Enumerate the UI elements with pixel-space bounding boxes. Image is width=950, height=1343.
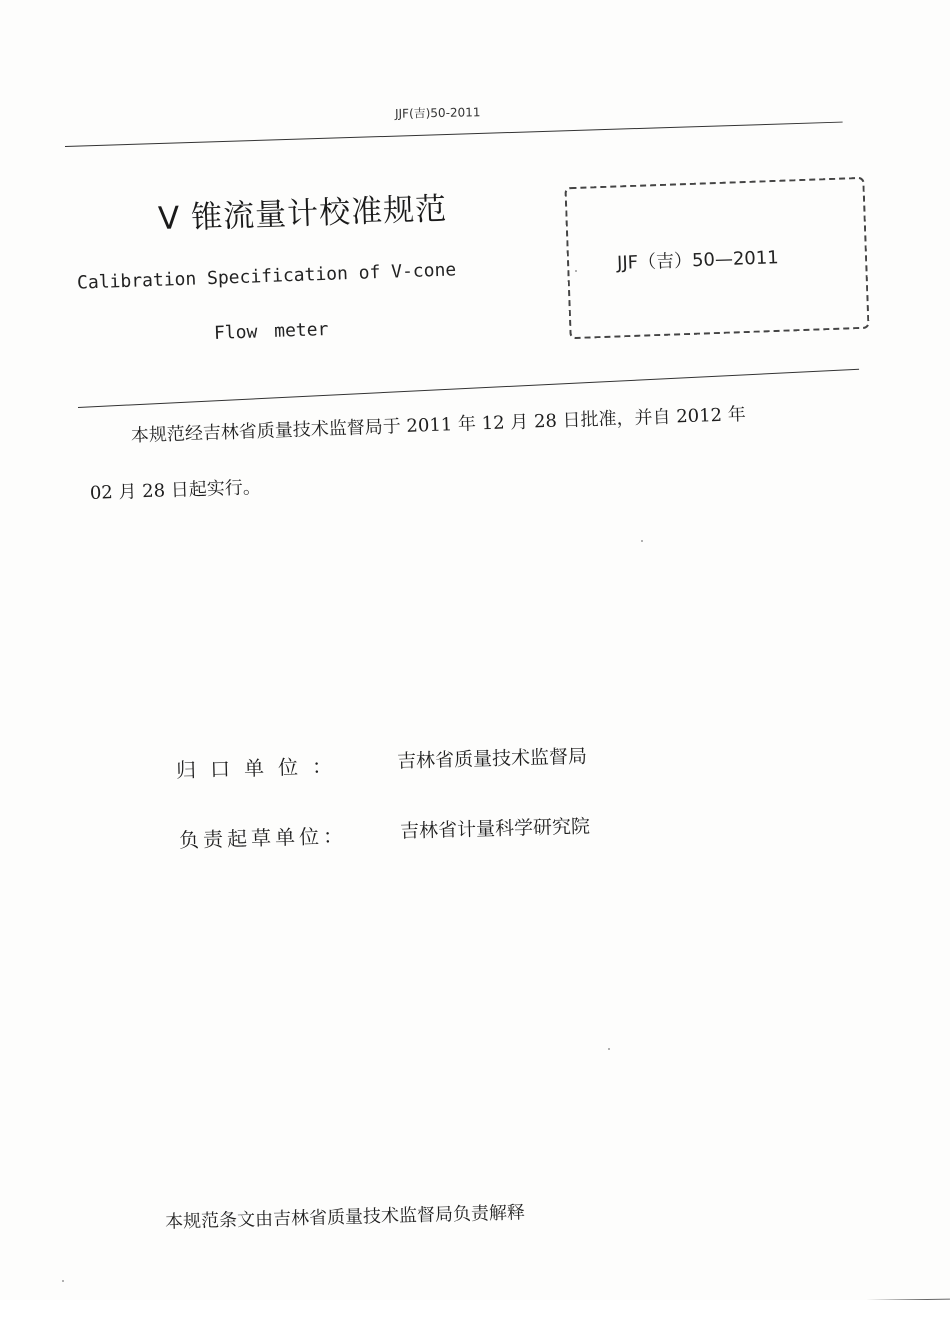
- header-rule: [65, 122, 843, 147]
- approval-line-1: 本规范经吉林省质量技术监督局于 2011 年 12 月 28 日批准，并自 2012 年: [130, 404, 747, 447]
- scan-speck: [641, 540, 643, 542]
- interpretation-note: 本规范条文由吉林省质量技术监督局负责解释: [164, 1202, 526, 1233]
- stamp-standard-code: JJF（吉）50—2011: [616, 247, 780, 274]
- responsible-unit-label: 归口单位：: [175, 753, 347, 783]
- document-title-en-line2: Flow meter: [213, 319, 329, 344]
- header-standard-code: JJF(吉)50-2011: [394, 105, 481, 121]
- approval-line-2: 02 月 28 日起实行。: [89, 476, 262, 504]
- drafting-unit-label: 负责起草单位：: [178, 823, 348, 853]
- scan-speck: [575, 270, 577, 272]
- scan-speck: [608, 1048, 610, 1050]
- scan-speck: [62, 1280, 64, 1282]
- document-title-zh: V 锥流量计校准规范: [157, 190, 448, 238]
- scan-margin: [0, 1300, 950, 1343]
- document-title-en-line1: Calibration Specification of V-cone: [76, 259, 457, 294]
- approval-statement: [87, 383, 860, 522]
- responsible-unit-value: 吉林省质量技术监督局: [396, 745, 588, 773]
- drafting-unit-value: 吉林省计量科学研究院: [399, 815, 591, 843]
